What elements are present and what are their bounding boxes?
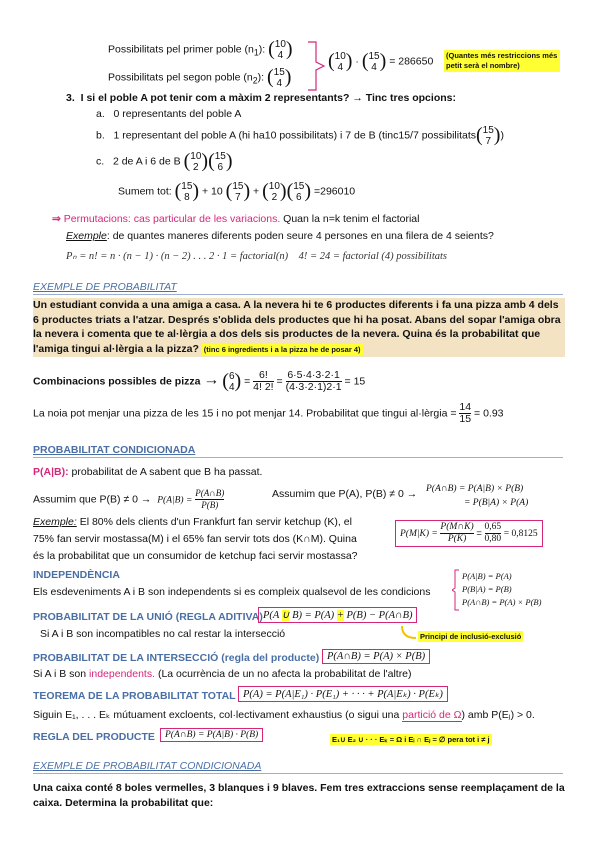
ketchup-example: Exemple: El 80% dels clients d'un Frankfurt fan servir ketchup (K), el 75% fan servir mostassa(M) i el 65% fan servir tots dos (K∩M). Quina és la probabilitat que un consumidor de ketchup faci servir mostassa?: [33, 516, 358, 562]
product-rule-formula-box: P(A∩B) = P(A|B) · P(B): [160, 728, 263, 742]
total-probability-text: Siguin E₁, . . . Eₖ mútuament excloents, col·lectivament exhaustius (o sigui una partició de Ω) amb P(Eⱼ) > 0.: [33, 709, 535, 721]
option-c: c. 2 de A i 6 de B (10 2 )(15 6 ): [96, 150, 233, 173]
inclusion-exclusion-note: Principi de inclusió-exclusió: [420, 632, 522, 641]
independence-text: Els esdeveniments A i B son independents si es compleix qualsevol de les condicions: [33, 586, 431, 598]
ketchup-answer-box: P(M|K) = $\frac{P(M\cap K)}{P(K)}$ = $\frac{0,65}{0,80}$ = 0,8125: [395, 520, 543, 547]
option-b: b. 1 representant del poble A (hi ha10 possibilitats) i 7 de B (tinc15/7 possibilitats(15 7 )): [96, 124, 504, 147]
possibilities-first-town: Possibilitats pel primer poble $(n_1)$: (10 4 ): [108, 38, 293, 61]
incompatible-text: Si A i B son incompatibles no cal restar la intersecció: [40, 628, 286, 640]
product-rule-equations: P(A∩B) = P(A|B) × P(B) = P(B|A) × P(A): [426, 484, 529, 508]
possibilities-second-town: Possibilitats pel segon poble $(n_2)$: (15 4 ): [108, 66, 292, 89]
question-3: 3. I si el poble A pot tenir com a màxim 2 representants? → Tinc tres opcions:: [66, 92, 456, 104]
restrictions-note: (Quantes més restriccions més petit serà el nombre): [444, 50, 560, 72]
union-line: PROBABILITAT DE LA UNIÓ (REGLA ADITIVA): [33, 611, 263, 623]
permutations-example: Exemple: de quantes maneres diferents poden seure 4 persones en una filera de 4 seients?: [66, 230, 494, 242]
brace-icon: [306, 40, 326, 92]
independence-heading: INDEPENDÈNCIA: [33, 569, 120, 581]
curve-arrow-icon: [398, 626, 418, 640]
binom-15-4: (15 4 ): [266, 66, 292, 89]
example-conditional-heading: EXEMPLE DE PROBABILITAT CONDICIONADA: [33, 760, 262, 772]
sum-total: Sumem tot: (15 8 ) + 10 (15 7 ) + (10 2 )(15 6 ) =296010: [118, 180, 356, 203]
conditional-definition: P(A|B): probabilitat de A sabent que B ha passat.: [33, 466, 263, 478]
intersection-text: Si A i B son independents. (La ocurrència de un no afecta la probabilitat de l'altre): [33, 668, 412, 680]
intersection-formula-box: P(A∩B) = P(A) × P(B): [322, 649, 430, 664]
assume-pa-pb: Assumim que P(A), P(B) ≠ 0 →: [272, 488, 418, 500]
brace-icon: [452, 569, 460, 611]
independence-conditions: P(A|B) = P(A) P(B|A) = P(B) P(A∩B) = P(A) × P(B): [462, 571, 542, 607]
total-probability-formula-box: P(A) = P(A|E₁) · P(E₁) + · · · + P(A|Eₖ) · P(Eₖ): [238, 686, 448, 702]
example-probability-heading: EXEMPLE DE PROBABILITAT: [33, 281, 177, 293]
assume-pb: Assumim que P(B) ≠ 0 → P(A|B) = $\frac{P(A\cap B)}{P(B)}$: [33, 488, 225, 510]
arrow-right-icon: →: [203, 371, 220, 389]
section-divider: [33, 457, 563, 458]
allergy-result: La noia pot menjar una pizza de les 15 i no pot menjar 14. Probabilitat que tingui al·lèrgia = $\frac{14}{15}$ = 0.93: [33, 401, 504, 425]
implies-icon: ⇒: [52, 213, 61, 225]
product-rule-heading: REGLA DEL PRODUCTE: [33, 731, 155, 743]
conditional-heading: PROBABILITAT CONDICIONADA: [33, 444, 196, 456]
example-statement: Un estudiant convida a una amiga a casa. A la nevera hi te 6 productes diferents i fa una pizza amb 4 dels 6 productes triats a l'atzar. Després s'oblida dels productes que hi ha posat. Abans del sopar l'amiga obra la nevera i comenta que te al·lèrgia a dos dels sis productes de la nevera. Quina és la probabilitat que l'amiga tingui al·lèrgia a la pizza? (tinc 6 ingredients i a la pizza he de posar 4): [33, 298, 565, 357]
permutations-line: ⇒ Permutacions: cas particular de les variacions. Quan la n=k tenim el factorial: [52, 213, 420, 225]
section-divider: [33, 294, 563, 295]
balls-statement: Una caixa conté 8 boles vermelles, 3 blanques i 9 blaves. Fem tres extraccions sense reemplaçament de la caixa. Determina la probabilitat que:: [33, 782, 565, 809]
partition-note: E₁∪ E₂ ∪ · · · Eₖ = Ω i Eᵢ ∩ Eⱼ = ∅ pera tot i ≠ j: [332, 735, 490, 744]
section-divider: [33, 773, 563, 774]
union-formula-box: P(A ∪ B) = P(A) + P(B) − P(A∩B): [258, 607, 417, 623]
option-a: a. 0 representants del poble A: [96, 108, 242, 120]
total-probability-heading: TEOREMA DE LA PROBABILITAT TOTAL: [33, 690, 236, 702]
product-result: (10 4 ) · (15 4 ) = 286650: [328, 50, 434, 73]
combinations-line: Combinacions possibles de pizza → (6 4) = $\frac{6!}{4! 2!}$ = $\frac{6\cdot 5\cdot 4\cdot 3\cdot 2\cdot 1}{(4\cdot 3\cdot 2\cdot 1)2\cdot 1}$ = 15: [33, 369, 366, 393]
pizza-note: (tinc 6 ingredients i a la pizza he de posar 4): [203, 344, 361, 354]
binom-10-4: (10 4 ): [268, 38, 293, 61]
intersection-heading: PROBABILITAT DE LA INTERSECCIÓ (regla del producte): [33, 652, 320, 664]
factorial-formula: Pₙ = n! = n · (n − 1) · (n − 2) . . . 2 · 1 = factorial(n) 4! = 24 = factorial (4) possibilitats: [66, 251, 448, 262]
